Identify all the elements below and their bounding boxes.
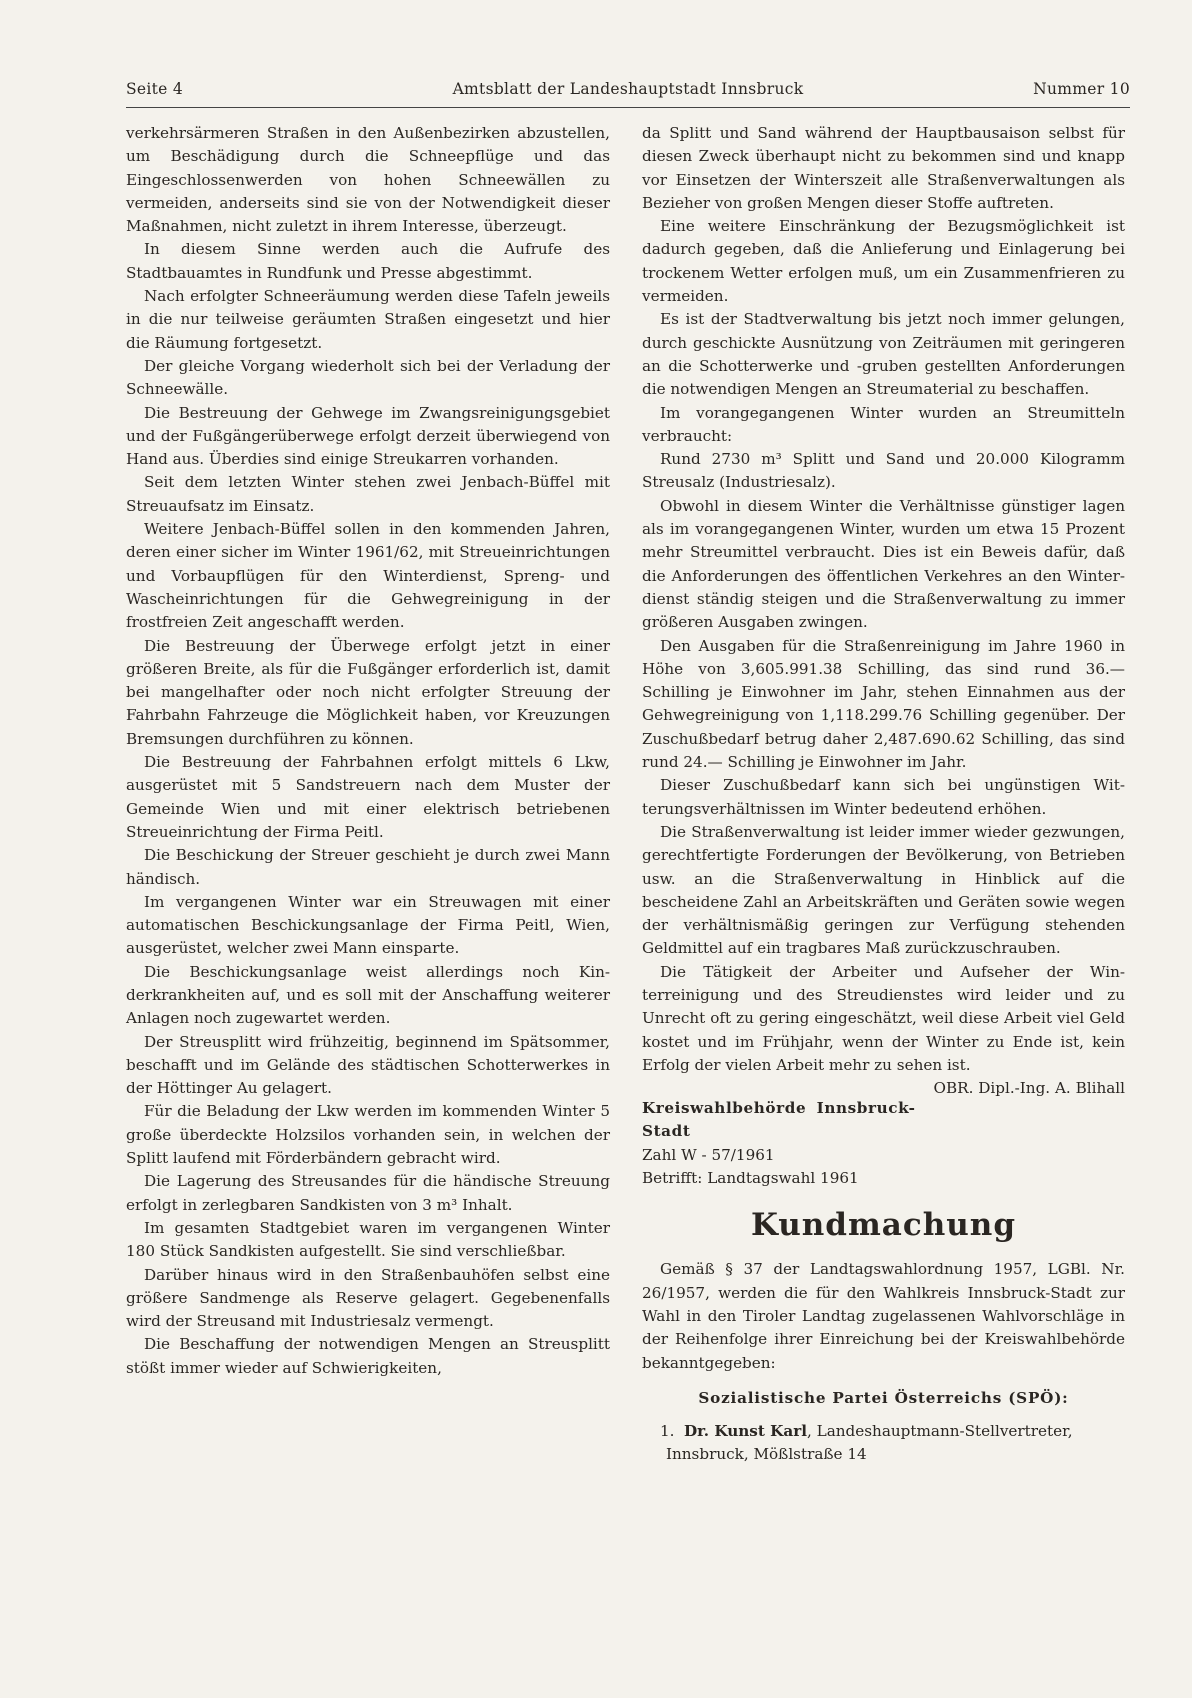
page-number: Seite 4 — [126, 80, 184, 98]
subject-line: Betrifft: Landtagswahl 1961 — [642, 1169, 859, 1188]
closing-paragraph: Die Tätigkeit der Arbeiter und Aufseher der Winterreinigung und des Streudienstes wird leider und zu Unrecht oft zu gering eingeschätzt, weil diese Arbeit viel Geld kostet und im Frühjahr, wenn der Winter zu Ende ist, kein Erfolg der vielen Arbeit mehr zu sehen ist. — [642, 962, 1125, 1074]
paragraph-with-signature — [642, 961, 1125, 1098]
paragraph: Für die Beladung der Lkw werden im kommenden Winter 5 große überdeckte Holzsilos vorhanden sein, in welchen der Splitt laufend mit Förderbändern gebracht wird. — [126, 1102, 610, 1168]
paragraph: Nach erfolgter Schneeräumung werden diese Tafeln jeweils in die nur teilweise geräumten Straßen eingesetzt und hier die Räumung fortgesetzt. — [126, 287, 610, 352]
paragraph: Seit dem letzten Winter stehen zwei Jenbach-Büffel mit Streuaufsatz im Einsatz. — [126, 473, 610, 515]
author-signature: OBR. Dipl.-Ing. A. Blihall — [933, 1079, 1125, 1098]
paragraph: Dieser Zuschußbedarf kann sich bei ungünstigen Witterungsverhältnissen im Winter bedeutend erhöhen. — [642, 776, 1125, 818]
candidate-name: Dr. Kunst Karl — [684, 1422, 807, 1441]
paragraph: Die Beschickung der Streuer geschieht je durch zwei Mann händisch. — [126, 846, 610, 888]
paragraph: In diesem Sinne werden auch die Aufrufe des Stadtbauamtes in Rundfunk und Presse abgestimmt. — [126, 240, 610, 282]
party-heading: Sozialistische Partei Österreichs (SPÖ): — [698, 1388, 1069, 1407]
page-header — [126, 70, 1130, 106]
paragraph: Die Lagerung des Streusandes für die händische Streuung erfolgt in zerlegbaren Sandkisten von 3 m³ Inhalt. — [126, 1172, 610, 1214]
paragraph: Der Streusplitt wird frühzeitig, beginnend im Spätsommer, beschafft und im Gelände des städtischen Schotterwerkes in der Höttinger Au gelagert. — [126, 1032, 610, 1098]
paragraph: Die Beschickungsanlage weist allerdings noch Kinderkrankheiten auf, und es soll mit der Anschaffung weiterer Anlagen noch zugewartet werden. — [126, 962, 610, 1028]
announcement-title: Kundmachung — [750, 1207, 1017, 1244]
paragraph: Der gleiche Vorgang wiederholt sich bei der Verladung der Schneewälle. — [126, 356, 610, 399]
paragraph: verkehrsärmeren Straßen in den Außenbezirken abzustellen, um Beschädigung durch die Schneepflüge und das Eingeschlossenwerden von hohen Schneewällen zu vermeiden, anderseits sind sie von der Notwendigkeit dieser Maßnahmen, nicht zuletzt in ihrem Interesse, überzeugt. — [126, 124, 610, 236]
publication-title: Amtsblatt der Landeshauptstadt Innsbruck — [452, 80, 804, 98]
issue-number: Nummer 10 — [1033, 80, 1130, 98]
candidate-number: 1. — [660, 1422, 675, 1441]
announcement-body: Gemäß § 37 der Landtagswahlordnung 1957, LGBl. Nr. 26/1957, werden die für den Wahlkreis Innsbruck-Stadt zur Wahl in den Tiroler Landtag zugelassenen Wahlvorschläge in der Reihenfolge ihrer Einreichung bei der Kreiswahlbehörde bekanntgegeben: — [642, 1260, 1125, 1372]
paragraph: Weitere Jenbach-Büffel sollen in den kommenden Jahren, deren einer sicher im Winter 1961/62, mit Streueinrichtungen und Vorbaupflügen für den Winterdienst, Spreng- und Wascheinrichtungen für die Gehwegreinigung in der frostfreien Zeit angeschafft werden. — [126, 520, 610, 632]
paragraph: Darüber hinaus wird in den Straßenbauhöfen selbst eine größere Sandmenge als Reserve gelagert. Gegebenenfalls wird der Streusand mit Industriesalz vermengt. — [126, 1265, 610, 1331]
paragraph: Die Beschaffung der notwendigen Mengen an Streusplitt stößt immer wieder auf Schwierigkeiten, — [126, 1335, 610, 1377]
paragraph: Obwohl in diesem Winter die Verhältnisse günstiger lagen als im vorangegangenen Winter, wurden um etwa 15 Prozent mehr Streumittel verbraucht. Dies ist ein Beweis dafür, daß die Anforderungen des öffentlichen Verkehres an den Winterdienst ständig steigen und die Straßenverwaltung zu immer größeren Ausgaben zwingen. — [642, 496, 1125, 632]
paragraph: Eine weitere Einschränkung der Bezugsmöglichkeit ist dadurch gegeben, daß die Anlieferung und Einlagerung bei trockenem Wetter erfolgen muß, um ein Zusammenfrieren zu vermeiden. — [642, 217, 1125, 306]
candidate-text — [666, 1420, 1125, 1467]
paragraph: Die Straßenverwaltung ist leider immer wieder gezwungen, gerechtfertigte Forderungen der Bevölkerung, von Betrieben usw. an die Straßenverwaltung in Hinblick auf die bescheidene Zahl an Arbeitskräften und Geräten sowie wegen der verhältnismäßig geringen zur Verfügung stehenden Geldmittel auf ein tragbares Maß zurückzuschrauben. — [642, 822, 1125, 958]
paragraph: Im vorangegangenen Winter wurden an Streumitteln verbraucht: — [642, 403, 1125, 445]
paragraph: Es ist der Stadtverwaltung bis jetzt noch immer gelungen, durch geschickte Ausnützung von Zeiträumen mit geringeren an die Schotterwerke und -gruben gestellten Anforderungen die notwendigen Mengen an Streumaterial zu beschaffen. — [642, 310, 1125, 399]
paragraph: Die Bestreuung der Überwege erfolgt jetzt in einer größeren Breite, als für die Fußgänger erforderlich ist, damit bei mangelhafter oder noch nicht erfolgter Streuung der Fahrbahn Fahrzeuge die Möglichkeit haben, vor Kreuzungen Bremsungen durchführen zu können. — [126, 636, 610, 748]
paragraph: Die Bestreuung der Fahrbahnen erfolgt mittels 6 Lkw, ausgerüstet mit 5 Sandstreuern nach dem Muster der Gemeinde Wien und mit einer elektrisch betriebenen Streueinrichtung der Firma Peitl. — [126, 753, 610, 841]
paragraph: Rund 2730 m³ Splitt und Sand und 20.000 Kilogramm Streusalz (Industriesalz). — [642, 450, 1125, 492]
paragraph: Den Ausgaben für die Straßenreinigung im Jahre 1960 in Höhe von 3,605.991.38 Schilling, das sind rund 36.— Schilling je Einwohner im Jahr, stehen Einnahmen aus der Gehwegreinigung von 1,118.299.76 Schilling gegenüber. Der Zuschußbedarf betrug daher 2,487.690.62 Schilling, das sind rund 24.— Schilling je Einwohner im Jahr. — [642, 636, 1125, 772]
right-column — [642, 122, 1125, 1467]
paragraph: Die Bestreuung der Gehwege im Zwangsreinigungsgebiet und der Fußgängerüberwege erfolgt derzeit überwiegend von Hand aus. Überdies sind einige Streukarren vorhanden. — [126, 403, 610, 469]
candidate-entry — [642, 1420, 1125, 1467]
paragraph: Im gesamten Stadtgebiet waren im vergangenen Winter 180 Stück Sandkisten aufgestellt. Sie sind verschließbar. — [126, 1218, 610, 1261]
paragraph: Im vergangenen Winter war ein Streuwagen mit einer automatischen Beschickungsanlage der Firma Peitl, Wien, ausgerüstet, welcher zwei Mann einsparte. — [126, 892, 610, 958]
reference-number: Zahl W - 57/1961 — [642, 1145, 775, 1164]
paragraph: da Splitt und Sand während der Hauptbausaison selbst für diesen Zweck überhaupt nicht zu bekommen sind und knapp vor Einsetzen der Winterszeit alle Straßenverwaltungen als Bezieher von großen Mengen dieser Stoffe auftreten. — [642, 124, 1125, 212]
candidate-details: , Landeshauptmann-Stellvertreter, Innsbruck, Mößlstraße 14 — [666, 1422, 1073, 1464]
left-column — [126, 122, 610, 1380]
issuing-authority: Kreiswahlbehörde Innsbruck-Stadt — [642, 1099, 916, 1141]
announcement — [642, 1097, 1125, 1467]
header-rule — [126, 107, 1130, 108]
